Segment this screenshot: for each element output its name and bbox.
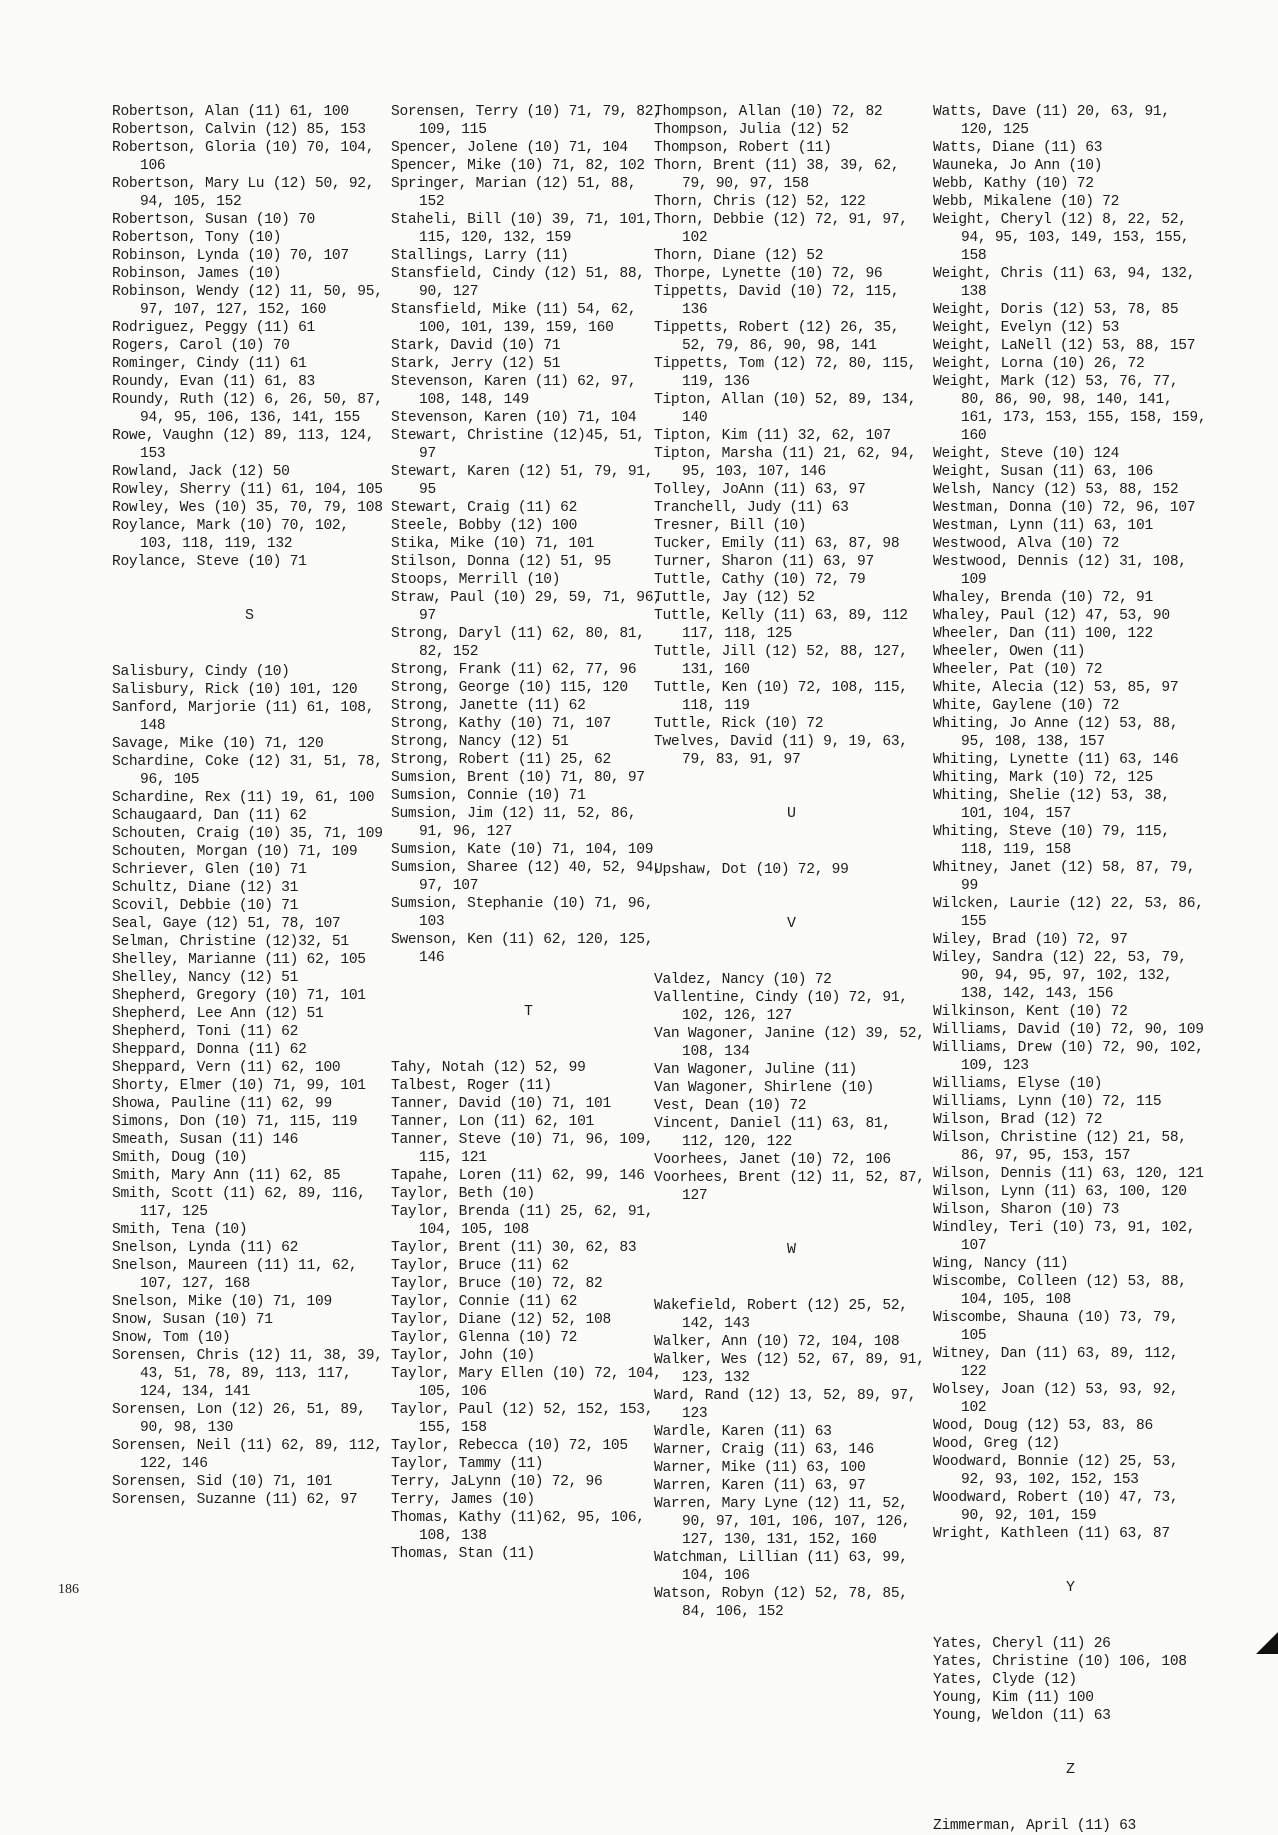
index-entry: Wakefield, Robert (12) 25, 52, 142, 143 (654, 1298, 908, 1332)
index-entry: Taylor, Diane (12) 52, 108 (391, 1312, 611, 1328)
index-entry: Sanford, Marjorie (11) 61, 108, 148 (112, 700, 375, 734)
index-entry: Sorensen, Suzanne (11) 62, 97 (112, 1492, 358, 1508)
index-entry: Taylor, Tammy (11) (391, 1456, 544, 1472)
index-entry: Schultz, Diane (12) 31 (112, 880, 299, 896)
index-entry: Thompson, Robert (11) (654, 140, 832, 156)
index-entry: Thomas, Stan (11) (391, 1546, 535, 1562)
index-entry: Tipton, Marsha (11) 21, 62, 94, 95, 103, 107, 146 (654, 446, 917, 480)
section-letter: U (786, 805, 796, 822)
index-entry: Sorensen, Lon (12) 26, 51, 89, 90, 98, 130 (112, 1402, 366, 1436)
index-entry: Yates, Clyde (12) (933, 1672, 1077, 1688)
index-entry: Shepherd, Lee Ann (12) 51 (112, 1006, 324, 1022)
index-entry: Tanner, Lon (11) 62, 101 (391, 1114, 594, 1130)
index-entry: Zimmerman, April (11) 63 (933, 1818, 1136, 1834)
index-entry: Wood, Greg (12) (933, 1436, 1060, 1452)
index-entry: Scovil, Debbie (10) 71 (112, 898, 299, 914)
index-entry: Rowley, Sherry (11) 61, 104, 105 (112, 482, 383, 498)
index-entry: Sheppard, Donna (11) 62 (112, 1042, 307, 1058)
index-entry: Valdez, Nancy (10) 72 (654, 972, 832, 988)
index-entry: Stevenson, Karen (10) 71, 104 (391, 410, 637, 426)
index-entry: Wilson, Lynn (11) 63, 100, 120 (933, 1184, 1187, 1200)
index-entry: Tolley, JoAnn (11) 63, 97 (654, 482, 866, 498)
index-entry: Thorn, Diane (12) 52 (654, 248, 824, 264)
index-entry: Tuttle, Kelly (11) 63, 89, 112 117, 118, 125 (654, 608, 908, 642)
index-entry: Warner, Mike (11) 63, 100 (654, 1460, 866, 1476)
index-entry: Talbest, Roger (11) (391, 1078, 552, 1094)
index-entry: Warner, Craig (11) 63, 146 (654, 1442, 874, 1458)
index-entry: Schriever, Glen (10) 71 (112, 862, 307, 878)
index-entry: Staheli, Bill (10) 39, 71, 101, 115, 120, 132, 159 (391, 212, 654, 246)
index-entry: Weight, Mark (12) 53, 76, 77, 80, 86, 90, 98, 140, 141, 161, 173, 153, 155, 158, 159, 160 (933, 374, 1207, 444)
index-entry: Wright, Kathleen (11) 63, 87 (933, 1526, 1170, 1542)
section-letter: W (786, 1241, 796, 1258)
index-entry: Westwood, Dennis (12) 31, 108, 109 (933, 554, 1187, 588)
index-entry: Schouten, Craig (10) 35, 71, 109 (112, 826, 383, 842)
index-entry: Strong, Robert (11) 25, 62 (391, 752, 611, 768)
index-entry: Sumsion, Kate (10) 71, 104, 109 (391, 842, 654, 858)
index-entry: Stoops, Merrill (10) (391, 572, 561, 588)
index-entry: Van Wagoner, Janine (12) 39, 52, 108, 134 (654, 1026, 925, 1060)
index-entry: Whiting, Jo Anne (12) 53, 88, 95, 108, 138, 157 (933, 716, 1179, 750)
index-column-4 (933, 103, 1208, 1835)
index-entry: Robinson, Lynda (10) 70, 107 (112, 248, 349, 264)
index-entry: Sorensen, Neil (11) 62, 89, 112, 122, 146 (112, 1438, 383, 1472)
index-entry: Weight, Chris (11) 63, 94, 132, 138 (933, 266, 1196, 300)
index-entry: Robertson, Mary Lu (12) 50, 92, 94, 105, 152 (112, 176, 375, 210)
index-entry: Tipton, Kim (11) 32, 62, 107 (654, 428, 891, 444)
index-entry: Wiscombe, Shauna (10) 73, 79, 105 (933, 1310, 1179, 1344)
section-letter: V (786, 915, 796, 932)
index-entry: Rominger, Cindy (11) 61 (112, 356, 307, 372)
index-entry: Sumsion, Stephanie (10) 71, 96, 103 (391, 896, 654, 930)
index-entry: Sorensen, Sid (10) 71, 101 (112, 1474, 332, 1490)
index-entry: Roundy, Ruth (12) 6, 26, 50, 87, 94, 95, 106, 136, 141, 155 (112, 392, 383, 426)
index-entry: Stark, Jerry (12) 51 (391, 356, 561, 372)
index-entry: Whiting, Mark (10) 72, 125 (933, 770, 1153, 786)
index-entry: Ward, Rand (12) 13, 52, 89, 97, 123 (654, 1388, 917, 1422)
index-entry: Smith, Scott (11) 62, 89, 116, 117, 125 (112, 1186, 366, 1220)
index-entry: Tucker, Emily (11) 63, 87, 98 (654, 536, 900, 552)
index-entry: Stewart, Christine (12)45, 51, 97 (391, 428, 645, 462)
index-entry: Stilson, Donna (12) 51, 95 (391, 554, 611, 570)
index-entry: Tapahe, Loren (11) 62, 99, 146 (391, 1168, 645, 1184)
index-entry: Thomas, Kathy (11)62, 95, 106, 108, 138 (391, 1510, 645, 1544)
index-entry: Taylor, Mary Ellen (10) 72, 104, 105, 106 (391, 1366, 662, 1400)
index-entry: Taylor, Paul (12) 52, 152, 153, 155, 158 (391, 1402, 654, 1436)
index-column-3 (654, 103, 929, 1621)
index-entry: Rodriguez, Peggy (11) 61 (112, 320, 315, 336)
index-entry: Van Wagoner, Juline (11) (654, 1062, 857, 1078)
index-entry: Williams, Drew (10) 72, 90, 102, 109, 123 (933, 1040, 1204, 1074)
section-letter: Y (1065, 1579, 1075, 1596)
index-entry: Vincent, Daniel (11) 63, 81, 112, 120, 122 (654, 1116, 891, 1150)
index-entry: Schaugaard, Dan (11) 62 (112, 808, 307, 824)
section-letter: T (523, 1003, 533, 1020)
index-entry: Sumsion, Brent (10) 71, 80, 97 (391, 770, 645, 786)
index-entry: Watson, Robyn (12) 52, 78, 85, 84, 106, 152 (654, 1586, 908, 1620)
index-entry: Spencer, Mike (10) 71, 82, 102 (391, 158, 645, 174)
index-entry: Van Wagoner, Shirlene (10) (654, 1080, 874, 1096)
index-entry: Windley, Teri (10) 73, 91, 102, 107 (933, 1220, 1196, 1254)
index-entry: Thompson, Allan (10) 72, 82 (654, 104, 883, 120)
index-entry: Taylor, Bruce (11) 62 (391, 1258, 569, 1274)
index-entry: Strong, Daryl (11) 62, 80, 81, 82, 152 (391, 626, 645, 660)
index-entry: Robinson, James (10) (112, 266, 282, 282)
page-corner-mark (1256, 1632, 1278, 1654)
index-entry: Vallentine, Cindy (10) 72, 91, 102, 126, 127 (654, 990, 908, 1024)
index-entry: Shepherd, Toni (11) 62 (112, 1024, 299, 1040)
index-entry: Watts, Dave (11) 20, 63, 91, 120, 125 (933, 104, 1170, 138)
index-entry: Taylor, Brenda (11) 25, 62, 91, 104, 105, 108 (391, 1204, 654, 1238)
index-entry: Shelley, Marianne (11) 62, 105 (112, 952, 366, 968)
index-entry: Sheppard, Vern (11) 62, 100 (112, 1060, 341, 1076)
index-entry: Snelson, Mike (10) 71, 109 (112, 1294, 332, 1310)
index-entry: Shepherd, Gregory (10) 71, 101 (112, 988, 366, 1004)
index-entry: Weight, Doris (12) 53, 78, 85 (933, 302, 1179, 318)
index-entry: Wilson, Dennis (11) 63, 120, 121 (933, 1166, 1204, 1182)
index-entry: Strong, Nancy (12) 51 (391, 734, 569, 750)
index-entry: Westman, Donna (10) 72, 96, 107 (933, 500, 1196, 516)
index-entry: Weight, LaNell (12) 53, 88, 157 (933, 338, 1196, 354)
index-entry: Whiting, Steve (10) 79, 115, 118, 119, 158 (933, 824, 1170, 858)
index-entry: Snow, Tom (10) (112, 1330, 231, 1346)
index-entry: Springer, Marian (12) 51, 88, 152 (391, 176, 637, 210)
index-entry: Terry, James (10) (391, 1492, 535, 1508)
index-entry: Sorensen, Terry (10) 71, 79, 82, 109, 115 (391, 104, 662, 138)
index-entry: Taylor, Glenna (10) 72 (391, 1330, 578, 1346)
index-entry: Wheeler, Dan (11) 100, 122 (933, 626, 1153, 642)
index-entry: Young, Kim (11) 100 (933, 1690, 1094, 1706)
index-entry: Robertson, Calvin (12) 85, 153 (112, 122, 366, 138)
index-entry: Stark, David (10) 71 (391, 338, 561, 354)
page-number: 186 (58, 1582, 79, 1597)
index-entry: Wilson, Christine (12) 21, 58, 86, 97, 95, 153, 157 (933, 1130, 1187, 1164)
index-entry: Witney, Dan (11) 63, 89, 112, 122 (933, 1346, 1179, 1380)
index-entry: Wilson, Sharon (10) 73 (933, 1202, 1120, 1218)
index-entry: Rowland, Jack (12) 50 (112, 464, 290, 480)
index-entry: Terry, JaLynn (10) 72, 96 (391, 1474, 603, 1490)
index-entry: Straw, Paul (10) 29, 59, 71, 96, 97 (391, 590, 662, 624)
index-entry: Robertson, Susan (10) 70 (112, 212, 315, 228)
index-entry: Williams, David (10) 72, 90, 109 (933, 1022, 1204, 1038)
index-entry: Rowe, Vaughn (12) 89, 113, 124, 153 (112, 428, 375, 462)
index-entry: Whiting, Shelie (12) 53, 38, 101, 104, 157 (933, 788, 1170, 822)
index-entry: Weight, Susan (11) 63, 106 (933, 464, 1153, 480)
index-entry: Yates, Christine (10) 106, 108 (933, 1654, 1187, 1670)
index-entry: Voorhees, Brent (12) 11, 52, 87, 127 (654, 1170, 925, 1204)
index-entry: Yates, Cheryl (11) 26 (933, 1636, 1111, 1652)
index-entry: Tanner, Steve (10) 71, 96, 109, 115, 121 (391, 1132, 654, 1166)
index-entry: Rowley, Wes (10) 35, 70, 79, 108 (112, 500, 383, 516)
index-entry: Sumsion, Sharee (12) 40, 52, 94, 97, 107 (391, 860, 662, 894)
index-entry: Young, Weldon (11) 63 (933, 1708, 1111, 1724)
index-entry: White, Gaylene (10) 72 (933, 698, 1120, 714)
index-entry: Roundy, Evan (11) 61, 83 (112, 374, 315, 390)
index-entry: Webb, Mikalene (10) 72 (933, 194, 1120, 210)
index-entry: Robertson, Tony (10) (112, 230, 282, 246)
index-entry: Wheeler, Pat (10) 72 (933, 662, 1103, 678)
index-entry: Westman, Lynn (11) 63, 101 (933, 518, 1153, 534)
index-entry: Shelley, Nancy (12) 51 (112, 970, 299, 986)
index-entry: Warren, Mary Lyne (12) 11, 52, 90, 97, 101, 106, 107, 126, 127, 130, 131, 152, 160 (654, 1496, 911, 1548)
index-entry: Stewart, Karen (12) 51, 79, 91, 95 (391, 464, 654, 498)
index-entry: Taylor, Rebecca (10) 72, 105 (391, 1438, 628, 1454)
index-entry: Snow, Susan (10) 71 (112, 1312, 273, 1328)
index-entry: Stika, Mike (10) 71, 101 (391, 536, 594, 552)
index-entry: Strong, Kathy (10) 71, 107 (391, 716, 611, 732)
index-entry: Robertson, Alan (11) 61, 100 (112, 104, 349, 120)
index-entry: Westwood, Alva (10) 72 (933, 536, 1120, 552)
index-entry: Savage, Mike (10) 71, 120 (112, 736, 324, 752)
index-entry: Robertson, Gloria (10) 70, 104, 106 (112, 140, 375, 174)
index-entry: Welsh, Nancy (12) 53, 88, 152 (933, 482, 1179, 498)
index-entry: Stansfield, Mike (11) 54, 62, 100, 101, 139, 159, 160 (391, 302, 637, 336)
index-entry: Taylor, John (10) (391, 1348, 535, 1364)
index-entry: Seal, Gaye (12) 51, 78, 107 (112, 916, 341, 932)
index-entry: Wolsey, Joan (12) 53, 93, 92, 102 (933, 1382, 1179, 1416)
section-letter: S (244, 607, 254, 624)
index-entry: Weight, Lorna (10) 26, 72 (933, 356, 1145, 372)
index-entry: Wilcken, Laurie (12) 22, 53, 86, 155 (933, 896, 1204, 930)
index-entry: Thorn, Brent (11) 38, 39, 62, 79, 90, 97, 158 (654, 158, 900, 192)
index-entry: Tuttle, Ken (10) 72, 108, 115, 118, 119 (654, 680, 908, 714)
index-entry: Weight, Steve (10) 124 (933, 446, 1120, 462)
index-entry: Tippetts, David (10) 72, 115, 136 (654, 284, 900, 318)
index-entry: Roylance, Steve (10) 71 (112, 554, 307, 570)
index-entry: Wing, Nancy (11) (933, 1256, 1069, 1272)
index-entry: Steele, Bobby (12) 100 (391, 518, 578, 534)
index-entry: Wilson, Brad (12) 72 (933, 1112, 1103, 1128)
index-entry: Walker, Wes (12) 52, 67, 89, 91, 123, 132 (654, 1352, 925, 1386)
index-entry: Snelson, Lynda (11) 62 (112, 1240, 299, 1256)
index-entry: Tahy, Notah (12) 52, 99 (391, 1060, 586, 1076)
index-entry: Strong, George (10) 115, 120 (391, 680, 628, 696)
index-entry: Spencer, Jolene (10) 71, 104 (391, 140, 628, 156)
index-entry: Tuttle, Jill (12) 52, 88, 127, 131, 160 (654, 644, 908, 678)
index-entry: Taylor, Beth (10) (391, 1186, 535, 1202)
index-entry: Salisbury, Rick (10) 101, 120 (112, 682, 358, 698)
index-entry: Schardine, Coke (12) 31, 51, 78, 96, 105 (112, 754, 383, 788)
index-entry: Watchman, Lillian (11) 63, 99, 104, 106 (654, 1550, 908, 1584)
index-entry: Warren, Karen (11) 63, 97 (654, 1478, 866, 1494)
index-entry: Showa, Pauline (11) 62, 99 (112, 1096, 332, 1112)
index-entry: Weight, Evelyn (12) 53 (933, 320, 1120, 336)
index-entry: Strong, Janette (11) 62 (391, 698, 586, 714)
index-entry: Sorensen, Chris (12) 11, 38, 39, 43, 51, 78, 89, 113, 117, 124, 134, 141 (112, 1348, 383, 1400)
index-entry: White, Alecia (12) 53, 85, 97 (933, 680, 1179, 696)
section-letter: Z (1065, 1761, 1075, 1778)
index-entry: Walker, Ann (10) 72, 104, 108 (654, 1334, 900, 1350)
index-entry: Taylor, Connie (11) 62 (391, 1294, 578, 1310)
index-entry: Stansfield, Cindy (12) 51, 88, 90, 127 (391, 266, 645, 300)
index-entry: Strong, Frank (11) 62, 77, 96 (391, 662, 637, 678)
index-entry: Woodward, Robert (10) 47, 73, 90, 92, 101, 159 (933, 1490, 1179, 1524)
index-entry: Stewart, Craig (11) 62 (391, 500, 578, 516)
index-entry: Wiley, Sandra (12) 22, 53, 79, 90, 94, 95, 97, 102, 132, 138, 142, 143, 156 (933, 950, 1187, 1002)
index-entry: Williams, Lynn (10) 72, 115 (933, 1094, 1162, 1110)
index-entry: Tipton, Allan (10) 52, 89, 134, 140 (654, 392, 917, 426)
index-entry: Tranchell, Judy (11) 63 (654, 500, 849, 516)
index-entry: Whaley, Brenda (10) 72, 91 (933, 590, 1153, 606)
index-entry: Selman, Christine (12)32, 51 (112, 934, 349, 950)
index-entry: Robinson, Wendy (12) 11, 50, 95, 97, 107, 127, 152, 160 (112, 284, 383, 318)
index-entry: Vest, Dean (10) 72 (654, 1098, 807, 1114)
index-entry: Williams, Elyse (10) (933, 1076, 1103, 1092)
index-entry: Upshaw, Dot (10) 72, 99 (654, 862, 849, 878)
index-entry: Smith, Doug (10) (112, 1150, 248, 1166)
index-entry: Sumsion, Connie (10) 71 (391, 788, 586, 804)
index-entry: Tuttle, Rick (10) 72 (654, 716, 824, 732)
index-entry: Roylance, Mark (10) 70, 102, 103, 118, 119, 132 (112, 518, 349, 552)
index-entry: Wilkinson, Kent (10) 72 (933, 1004, 1128, 1020)
index-entry: Voorhees, Janet (10) 72, 106 (654, 1152, 891, 1168)
index-entry: Taylor, Bruce (10) 72, 82 (391, 1276, 603, 1292)
index-entry: Salisbury, Cindy (10) (112, 664, 290, 680)
index-entry: Thorpe, Lynette (10) 72, 96 (654, 266, 883, 282)
index-entry: Whaley, Paul (12) 47, 53, 90 (933, 608, 1170, 624)
index-entry: Snelson, Maureen (11) 11, 62, 107, 127, 168 (112, 1258, 358, 1292)
index-entry: Stevenson, Karen (11) 62, 97, 108, 148, 149 (391, 374, 637, 408)
index-entry: Shorty, Elmer (10) 71, 99, 101 (112, 1078, 366, 1094)
index-entry: Swenson, Ken (11) 62, 120, 125, 146 (391, 932, 654, 966)
index-entry: Thorn, Debbie (12) 72, 91, 97, 102 (654, 212, 908, 246)
index-entry: Twelves, David (11) 9, 19, 63, 79, 83, 91, 97 (654, 734, 908, 768)
index-entry: Tuttle, Cathy (10) 72, 79 (654, 572, 866, 588)
index-entry: Smith, Mary Ann (11) 62, 85 (112, 1168, 341, 1184)
index-entry: Wood, Doug (12) 53, 83, 86 (933, 1418, 1153, 1434)
index-entry: Watts, Diane (11) 63 (933, 140, 1103, 156)
index-entry: Rogers, Carol (10) 70 (112, 338, 290, 354)
index-entry: Schouten, Morgan (10) 71, 109 (112, 844, 358, 860)
index-entry: Taylor, Brent (11) 30, 62, 83 (391, 1240, 637, 1256)
index-entry: Wiley, Brad (10) 72, 97 (933, 932, 1128, 948)
index-entry: Wiscombe, Colleen (12) 53, 88, 104, 105, 108 (933, 1274, 1187, 1308)
index-entry: Simons, Don (10) 71, 115, 119 (112, 1114, 358, 1130)
index-entry: Wardle, Karen (11) 63 (654, 1424, 832, 1440)
index-entry: Tippetts, Tom (12) 72, 80, 115, 119, 136 (654, 356, 917, 390)
index-entry: Tippetts, Robert (12) 26, 35, 52, 79, 86, 90, 98, 141 (654, 320, 900, 354)
index-entry: Tanner, David (10) 71, 101 (391, 1096, 611, 1112)
index-entry: Thompson, Julia (12) 52 (654, 122, 849, 138)
index-entry: Wheeler, Owen (11) (933, 644, 1086, 660)
index-entry: Wauneka, Jo Ann (10) (933, 158, 1103, 174)
index-entry: Turner, Sharon (11) 63, 97 (654, 554, 874, 570)
index-entry: Weight, Cheryl (12) 8, 22, 52, 94, 95, 103, 149, 153, 155, 158 (933, 212, 1190, 264)
index-entry: Smeath, Susan (11) 146 (112, 1132, 299, 1148)
index-entry: Thorn, Chris (12) 52, 122 (654, 194, 866, 210)
index-entry: Tresner, Bill (10) (654, 518, 807, 534)
index-column-2 (391, 103, 666, 1563)
index-entry: Smith, Tena (10) (112, 1222, 248, 1238)
index-entry: Whiting, Lynette (11) 63, 146 (933, 752, 1179, 768)
index-column-1 (112, 103, 387, 1509)
index-entry: Whitney, Janet (12) 58, 87, 79, 99 (933, 860, 1196, 894)
index-entry: Webb, Kathy (10) 72 (933, 176, 1094, 192)
index-entry: Schardine, Rex (11) 19, 61, 100 (112, 790, 375, 806)
index-entry: Sumsion, Jim (12) 11, 52, 86, 91, 96, 127 (391, 806, 637, 840)
index-entry: Tuttle, Jay (12) 52 (654, 590, 815, 606)
index-entry: Woodward, Bonnie (12) 25, 53, 92, 93, 102, 152, 153 (933, 1454, 1179, 1488)
index-entry: Stallings, Larry (11) (391, 248, 569, 264)
